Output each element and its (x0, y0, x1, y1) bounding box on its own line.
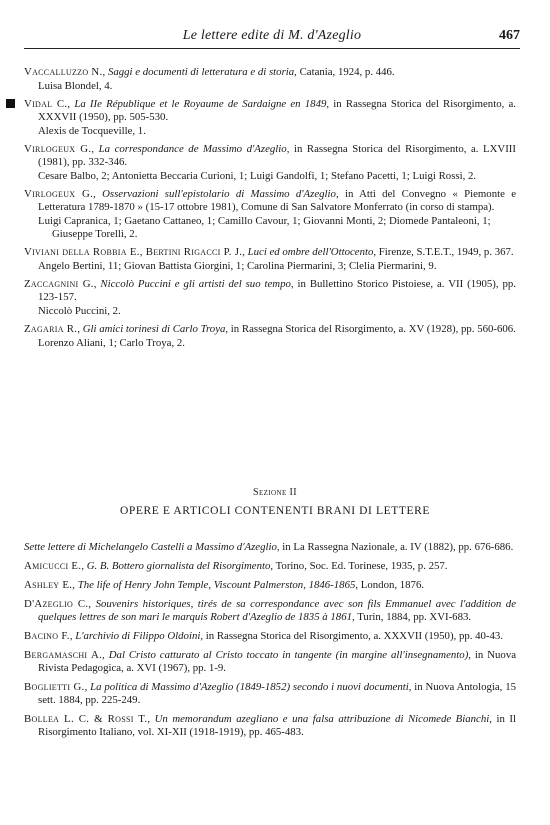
entry-publication: , Torino, Soc. Ed. Torinese, 1935, p. 257. (270, 560, 448, 572)
entry-publication: , in Rassegna Storica del Risorgimento, a. XV (1928), pp. 560-606. (225, 323, 516, 335)
section-label: Sezione II (253, 487, 297, 498)
entry-publication: , in Atti del Convegno « Piemonte e Letteratura 1789-1870 » (15-17 ottobre 1981), Comune di San Salvatore Monferrato (in corso di stampa). (38, 188, 516, 213)
entry-publication: , in Bullettino Storico Pistoiese, a. VII (1905), pp. 123-157. (38, 278, 517, 303)
entry-correspondents: Angelo Bertini, 11; Giovan Battista Giorgini, 1; Carolina Piermarini, 3; Clelia Piermarini, 9. (38, 260, 437, 272)
entry-title: Niccolò Puccini e gli artisti del suo tempo (100, 278, 291, 290)
entry-title: Sette lettere di Michelangelo Castelli a Massimo d'Azeglio (24, 541, 277, 553)
bibliography-list-section-1 (24, 66, 516, 355)
entry-title: La politica di Massimo d'Azeglio (1849-1852) secondo i nuovi documenti (90, 681, 409, 693)
entry-author: Amicucci E. (24, 560, 82, 572)
entry-author: Virlogeux G. (24, 188, 94, 200)
bibliography-entry: Vidal C., La IIe République et le Royaume de Sardaigne en 1849, in Rassegna Storica del Risorgimento, a. XXXVII (1950), pp. 505-530. Alexis de Tocqueville, 1. (24, 98, 516, 138)
entry-author: Ashley E. (24, 579, 73, 591)
entry-publication: , in Il Risorgimento Italiano, vol. XI-XII (1918-1919), pp. 465-483. (38, 713, 516, 738)
entry-correspondents: Alexis de Tocqueville, 1. (38, 125, 146, 137)
entry-correspondents: Luisa Blondel, 4. (38, 80, 113, 92)
entry-correspondents: Lorenzo Aliani, 1; Carlo Troya, 2. (38, 337, 185, 349)
entry-publication: , Turin, 1884, pp. XVI-683. (352, 611, 472, 623)
entry-author: Virlogeux G. (24, 143, 92, 155)
entry-title: Luci ed ombre dell'Ottocento (247, 246, 374, 258)
header-rule (24, 48, 520, 49)
entry-publication: , in Rassegna Storica del Risorgimento, a. XXXVII (1950), pp. 40-43. (200, 630, 504, 642)
entry-publication: , Firenze, S.T.E.T., 1949, p. 367. (373, 246, 514, 258)
bibliography-entry: Zaccagnini G., Niccolò Puccini e gli artisti del suo tempo, in Bullettino Storico Pistoiese, a. VII (1905), pp. 123-157. Niccolò Puccini, 2. (24, 278, 517, 317)
entry-title: G. B. Bottero giornalista del Risorgimento (86, 560, 271, 572)
bibliography-entry: Bollea L. C. & Rossi T., Un memorandum azegliano e una falsa attribuzione di Nicomede Bianchi, in Il Risorgimento Italiano, vol. XI-XII (1918-1919), pp. 465-483. (24, 713, 516, 738)
bibliography-entry: Boglietti G., La politica di Massimo d'Azeglio (1849-1852) secondo i nuovi documenti, in Nuova Antologia, 15 sett. 1884, pp. 225-249. (24, 681, 516, 706)
bibliography-list-section-2 (24, 541, 516, 745)
entry-title: La IIe République et le Royaume de Sardaigne en 1849 (74, 98, 327, 110)
entry-correspondents: Niccolò Puccini, 2. (38, 305, 121, 317)
entry-author: Bacino F. (24, 630, 70, 642)
entry-author: Zaccagnini G. (24, 278, 94, 290)
entry-publication: , London, 1876. (355, 579, 425, 591)
entry-publication: , Catania, 1924, p. 446. (294, 66, 395, 78)
entry-title: La correspondance de Massimo d'Azeglio (98, 143, 287, 155)
bibliography-entry: Amicucci E., G. B. Bottero giornalista del Risorgimento, Torino, Soc. Ed. Torinese, 1935, p. 257. (24, 560, 448, 572)
entry-author: Boglietti G. (24, 681, 85, 693)
bibliography-entry: D'Azeglio C., Souvenirs historiques, tirés de sa correspondance avec son fils Emmanuel avec l'addition de quelques lettres de son mari le marquis Robert d'Azeglio de 1835 à 1861, Turin, 1884, pp. XVI-683. (24, 598, 516, 623)
bibliography-entry: Ashley E., The life of Henry John Temple, Viscount Palmerston, 1846-1865, London, 1876. (24, 579, 425, 591)
entry-title: Souvenirs historiques, tirés de sa correspondance avec son fils Emmanuel avec l'addition de quelques lettres de son mari le marquis Robert d'Azeglio de 1835 à 1861 (38, 598, 516, 623)
entry-title: The life of Henry John Temple, Viscount Palmerston, 1846-1865 (77, 579, 356, 591)
entry-title: Un memorandum azegliano e una falsa attribuzione di Nicomede Bianchi (154, 713, 490, 725)
bibliography-entry: Vaccalluzzo N., Saggi e documenti di letteratura e di storia, Catania, 1924, p. 446. Luisa Blondel, 4. (24, 66, 516, 93)
entry-publication: , in Rassegna Storica del Risorgimento, a. XXXVII (1950), pp. 505-530. (38, 98, 516, 123)
bibliography-entry: Virlogeux G., La correspondance de Massimo d'Azeglio, in Rassegna Storica del Risorgimento, a. LXVIII (1981), pp. 332-346. Cesare Balbo, 2; Antonietta Beccaria Curioni, 1; Luigi Gandolfi, 1; Stefano Pacetti, 1; Luigi Rossi, 2. (24, 143, 516, 182)
bibliography-entry: Zagaria R., Gli amici torinesi di Carlo Troya, in Rassegna Storica del Risorgimento, a. XV (1928), pp. 560-606. Lorenzo Aliani, 1; Carlo Troya, 2. (24, 323, 516, 349)
entry-correspondents: Cesare Balbo, 2; Antonietta Beccaria Curioni, 1; Luigi Gandolfi, 1; Stefano Pacetti, 1; Luigi Rossi, 2. (38, 170, 477, 182)
entry-publication: , in Nuova Antologia, 15 sett. 1884, pp. 225-249. (38, 681, 516, 706)
running-title: Le lettere edite di M. d'Azeglio (182, 28, 362, 43)
entry-title: Gli amici torinesi di Carlo Troya (82, 323, 226, 335)
page-number: 467 (499, 28, 520, 43)
margin-marker-square (6, 99, 15, 108)
bibliography-entry: Bacino F., L'archivio di Filippo Oldoini, in Rassegna Storica del Risorgimento, a. XXXVII (1950), pp. 40-43. (24, 630, 504, 642)
entry-author: D'Azeglio C. (24, 598, 89, 610)
bibliography-entry: Viviani della Robbia E., Bertini Rigacci P. J., Luci ed ombre dell'Ottocento, Firenze, S.T.E.T., 1949, p. 367. Angelo Bertini, 11; Giovan Battista Giorgini, 1; Carolina Piermarini, 3; Clelia Piermarini, 9. (24, 246, 516, 273)
entry-author: Bergamaschi A. (24, 649, 103, 661)
bibliography-entry: Bergamaschi A., Dal Cristo catturato al Cristo toccato in tangente (in margine all'insegnamento), in Nuova Rivista Pedagogica, a. XVI (1967), pp. 1-9. (24, 649, 517, 674)
running-header (24, 28, 520, 46)
entry-publication: , in La Rassegna Nazionale, a. IV (1882), pp. 676-686. (276, 541, 514, 553)
entry-title: Dal Cristo catturato al Cristo toccato in tangente (in margine all'insegnamento) (108, 649, 469, 661)
entry-publication: , in Nuova Rivista Pedagogica, a. XVI (1967), pp. 1-9. (38, 649, 517, 674)
entry-author: Bollea L. C. & Rossi T. (24, 713, 148, 725)
entry-author: Vaccalluzzo N. (24, 66, 103, 78)
entry-author: Vidal C. (24, 98, 68, 110)
entry-correspondents: Luigi Capranica, 1; Gaetano Cattaneo, 1; Camillo Cavour, 1; Giovanni Monti, 2; Diomede Pantaleoni, 1; Giuseppe Torelli, 2. (38, 215, 491, 240)
entry-author: Zagaria R. (24, 323, 78, 335)
bibliography-entry: Virlogeux G., Osservazioni sull'epistolario di Massimo d'Azeglio, in Atti del Convegno « Piemonte e Letteratura 1789-1870 » (15-17 ottobre 1981), Comune di San Salvatore Monferrato (in corso di stampa). Luigi Capranica, 1; Gaetano Cattaneo, 1; Camillo Cavour, 1; Giovanni Monti, 2; Diomede Pantaleoni, 1; Giuseppe Torelli, 2. (24, 188, 516, 240)
entry-title: Osservazioni sull'epistolario di Massimo d'Azeglio (102, 188, 336, 200)
bibliography-entry (24, 541, 516, 554)
entry-title: Saggi e documenti di letteratura e di storia (107, 66, 295, 78)
entry-author: Viviani della Robbia E., Bertini Rigacci P. J. (24, 246, 243, 258)
entry-title: L'archivio di Filippo Oldoini (75, 630, 201, 642)
section-heading: OPERE E ARTICOLI CONTENENTI BRANI DI LETTERE (120, 505, 430, 517)
entry-publication: , in Rassegna Storica del Risorgimento, a. LXVIII (1981), pp. 332-346. (38, 143, 516, 168)
